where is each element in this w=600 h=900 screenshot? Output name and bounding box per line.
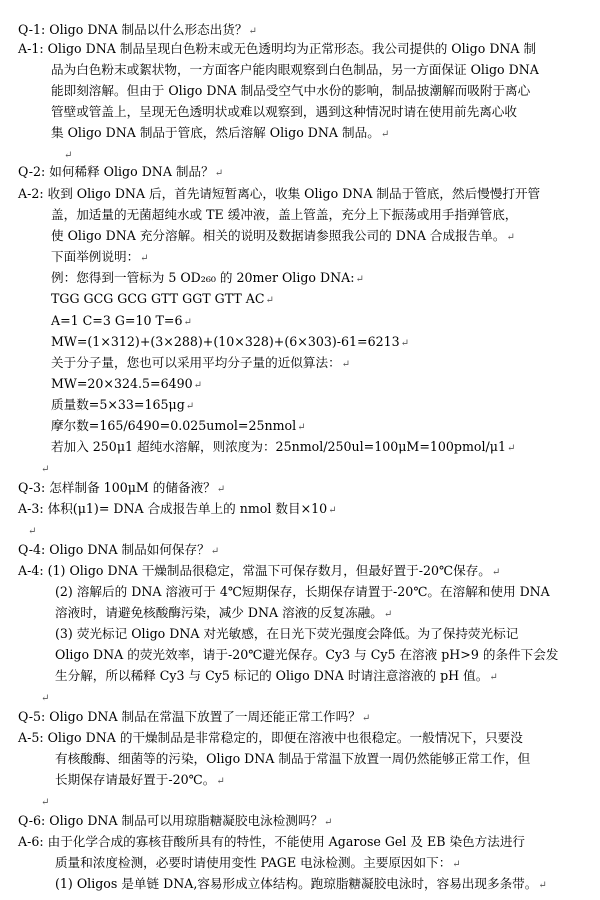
- blank-line-4: ↵: [41, 693, 50, 704]
- a2-example-intro: 下面举例说明：↵: [51, 249, 149, 264]
- a4-item-3-line-3: 生分解，所以稀释 Cy3 与 Cy5 标记的 Oligo DNA 时请注意溶液的 pH 值。↵: [55, 668, 498, 683]
- a4-item-2-line-1: (2) 溶解后的 DNA 溶液可于 4℃短期保存，长期保存请置于-20℃。在溶解和使用 DNA: [55, 584, 550, 599]
- q3-question: Q-3: 怎样制备 100μM 的储备液？↵: [18, 480, 226, 495]
- a2-line-3: 使 Oligo DNA 充分溶解。相关的说明及数据请参照我公司的 DNA 合成报告单。↵: [51, 228, 515, 243]
- a1-line-5: 集 Oligo DNA 制品于管底，然后溶解 Oligo DNA 制品。↵: [51, 125, 390, 140]
- a3-answer: A-3: 体积(μ1)= DNA 合成报告单上的 nmol 数目×10↵: [18, 501, 337, 516]
- blank-line-5: ↵: [41, 797, 50, 808]
- a2-base-count: A=1 C=3 G=10 T=6↵: [51, 313, 192, 328]
- a2-example-line: 例：您得到一管标为 5 OD₂₆₀ 的 20mer Oligo DNA:↵: [51, 270, 364, 285]
- a2-mass: 质量数=5×33=165μg↵: [51, 397, 195, 412]
- a2-moles: 摩尔数=165/6490=0.025umol=25nmol↵: [51, 418, 306, 433]
- a4-item-3-line-2: Oligo DNA 的荧光效率，请于-20℃避光保存。Cy3 与 Cy5 在溶液 pH>9 的条件下会发: [55, 647, 559, 662]
- a1-line-3: 能即刻溶解。但由于 Oligo DNA 制品受空气中水份的影响，制品披潮解而吸附于离心: [51, 83, 531, 98]
- a1-line-4: 管壁或管盖上，呈现无色透明状或难以观察到，遇到这种情况时请在使用前先离心收: [51, 104, 517, 119]
- q1-question: Q-1: Oligo DNA 制品以什么形态出货？↵: [18, 22, 257, 37]
- q2-question: Q-2: 如何稀释 Oligo DNA 制品？↵: [18, 164, 224, 179]
- q6-question: Q-6: Oligo DNA 制品可以用琼脂糖凝胶电泳检测吗？↵: [18, 813, 333, 828]
- blank-line-2: ↵: [41, 464, 50, 475]
- a2-sequence: TGG GCG GCG GTT GGT GTT AC↵: [51, 291, 274, 306]
- a2-concentration: 若加入 250μ1 超纯水溶解，则浓度为：25nmol/250ul=100μM=100pmol/μ1↵: [51, 439, 516, 454]
- a2-mw-formula: MW=(1×312)+(3×288)+(10×328)+(6×303)-61=6213↵: [51, 334, 410, 349]
- a1-line-2: 品为白色粉末或絮状物，一方面客户能肉眼观察到白色制品，另一方面保证 Oligo DNA: [51, 62, 539, 77]
- blank-line-1: ↵: [64, 150, 73, 161]
- q4-question: Q-4: Oligo DNA 制品如何保存？↵: [18, 542, 220, 557]
- a2-mw-approx-text: 关于分子量，您也可以采用平均分子量的近似算法：↵: [51, 355, 351, 370]
- a4-item-3-line-1: (3) 荧光标记 Oligo DNA 对光敏感，在日光下荧光强度会降低。为了保持荧光标记: [55, 626, 519, 641]
- a6-line-2: 质量和浓度检测，必要时请使用变性 PAGE 电泳检测。主要原因如下：↵: [55, 855, 461, 870]
- a4-item-1: A-4: (1) Oligo DNA 干燥制品很稳定，常温下可保存数月，但最好置于-20℃保存。↵: [18, 563, 501, 578]
- a4-item-2-line-2: 溶液时，请避免核酸酶污染，减少 DNA 溶液的反复冻融。↵: [55, 605, 393, 620]
- blank-line-3: ↵: [28, 526, 37, 537]
- a5-line-1: A-5: Oligo DNA 的干燥制品是非常稳定的，即便在溶液中也很稳定。一般情况下，只要没: [18, 730, 523, 745]
- a5-line-2: 有核酸酶、细菌等的污染，Oligo DNA 制品于常温下放置一周仍然能够正常工作，但: [55, 751, 531, 766]
- a6-line-1: A-6: 由于化学合成的寡核苷酸所具有的特性，不能使用 Agarose Gel 及 EB 染色方法进行: [18, 834, 526, 849]
- a2-line-2: 盖，加适量的无菌超纯水或 TE 缓冲液，盖上管盖，充分上下振荡或用手指弹管底，: [51, 207, 518, 222]
- a5-line-3: 长期保存请最好置于-20℃。↵: [55, 772, 225, 787]
- a6-line-3: (1) Oligos 是单链 DNA,容易形成立体结构。跑琼脂糖凝胶电泳时，容易出现多条带。↵: [55, 876, 547, 891]
- a1-line-1: A-1: Oligo DNA 制品呈现白色粉末或无色透明均为正常形态。我公司提供的 Oligo DNA 制: [18, 41, 537, 56]
- a2-line-1: A-2: 收到 Oligo DNA 后，首先请短暂离心，收集 Oligo DNA 制品于管底，然后慢慢打开管: [18, 186, 541, 201]
- q5-question: Q-5: Oligo DNA 制品在常温下放置了一周还能正常工作吗？↵: [18, 709, 371, 724]
- a2-mw-approx: MW=20×324.5=6490↵: [51, 376, 203, 391]
